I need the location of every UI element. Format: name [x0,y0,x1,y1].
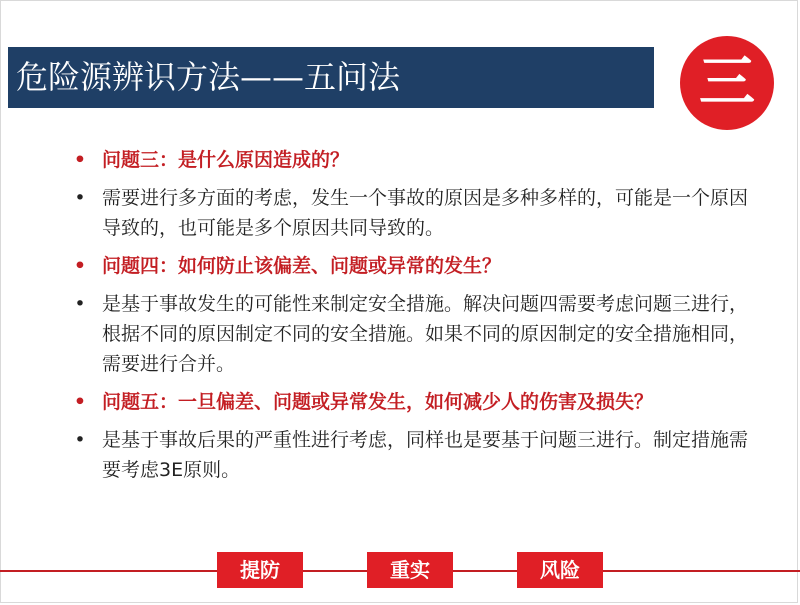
question-text: 问题四：如何防止该偏差、问题或异常的发生？ [102,255,502,277]
bullet-icon: • [73,149,87,171]
answer-item-3 [70,183,760,243]
bullet-icon: • [74,293,86,315]
bullet-icon: • [73,255,87,277]
answer-text: 需要进行多方面的考虑，发生一个事故的原因是多种多样的，可能是一个原因导致的，也可能是多个原因共同导致的。 [102,187,749,239]
slide-title: 危险源辨识方法——五问法 [8,47,654,108]
section-badge-label: 三 [699,50,755,115]
footer-tab-zhongshi: 重实 [367,552,453,588]
bullet-icon: • [74,429,86,451]
footer-tab-fengxian: 风险 [517,552,603,588]
bullet-icon: • [73,391,87,413]
answer-text: 是基于事故发生的可能性来制定安全措施。解决问题四需要考虑问题三进行，根据不同的原因制定不同的安全措施。如果不同的原因制定的安全措施相同，需要进行合并。 [102,293,749,375]
question-text: 问题五：一旦偏差、问题或异常发生，如何减少人的伤害及损失？ [102,391,654,413]
question-item-5 [70,387,760,417]
answer-text: 是基于事故后果的严重性进行考虑，同样也是要基于问题三进行。制定措施需要考虑3E原则。 [102,429,749,481]
question-item-3 [70,145,760,175]
answer-item-5 [70,425,760,485]
question-item-4 [70,251,760,281]
content-list [70,145,760,493]
bullet-icon: • [74,187,86,209]
footer-tab-tifang: 提防 [217,552,303,588]
question-text: 问题三：是什么原因造成的？ [102,149,350,171]
answer-item-4 [70,289,760,379]
section-badge [680,36,774,130]
